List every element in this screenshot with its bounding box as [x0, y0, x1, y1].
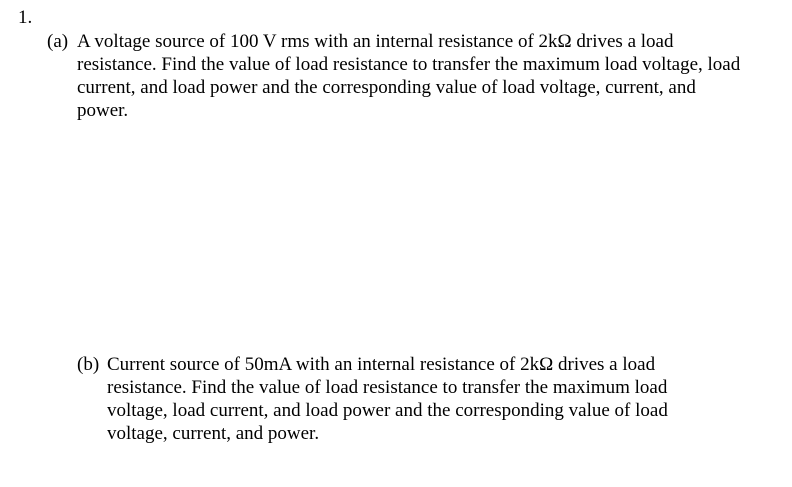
part-a-label: (a): [47, 31, 69, 52]
part-b-text: Current source of 50mA with an internal resistance of 2kΩ drives a load resistance. Find the value of load resistance to transfer the maximum load voltage, load current, and load power and the corresponding value of load voltage, current, and power.: [107, 354, 668, 444]
problem-number: 1.: [18, 7, 33, 28]
question-part-a: [47, 30, 747, 122]
part-b-label: (b): [77, 354, 100, 375]
part-a-text: A voltage source of 100 V rms with an internal resistance of 2kΩ drives a load resistance. Find the value of load resistance to transfer the maximum load voltage, load current, and load power and the corresponding value of load voltage, current, and power.: [77, 31, 741, 121]
question-part-b: [77, 353, 717, 445]
